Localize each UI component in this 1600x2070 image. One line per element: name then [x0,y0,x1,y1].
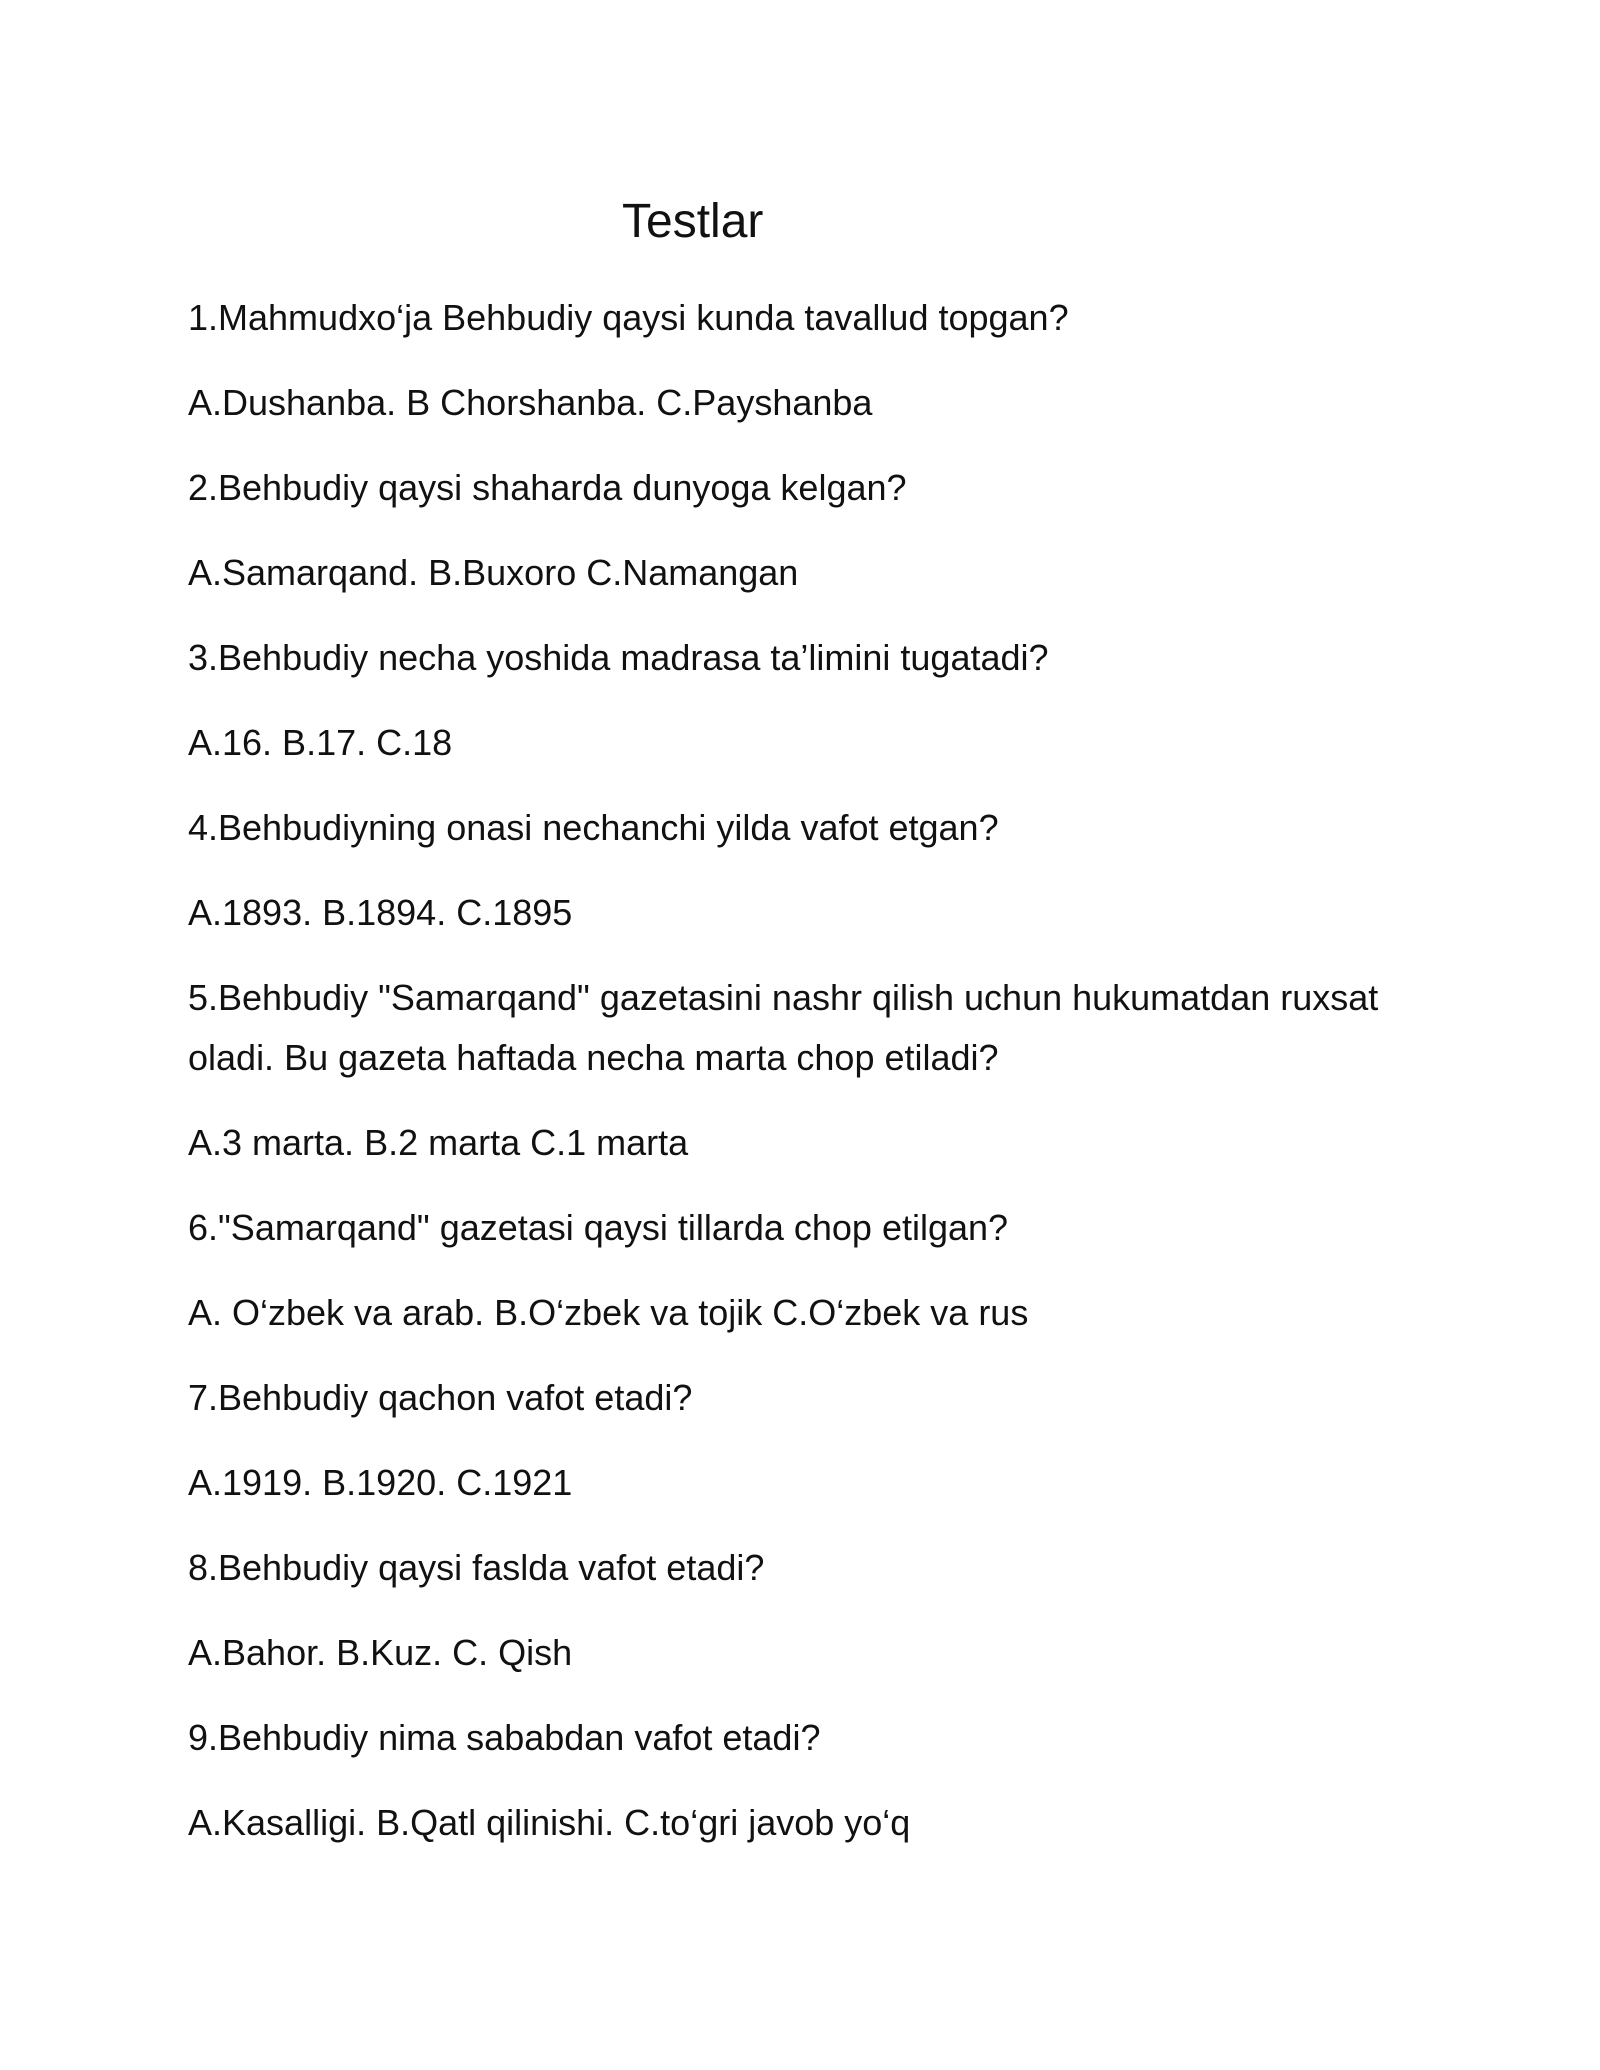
question-text: 3.Behbudiy necha yoshida madrasa ta’limini tugatadi? [188,637,1049,678]
page-title: Testlar [622,195,764,248]
test-item-5 [188,968,1428,1173]
test-item-6 [188,1198,1428,1343]
test-item-9 [188,1708,1428,1853]
answer-options: A.3 marta. B.2 marta C.1 marta [188,1122,689,1163]
answer-options: A.1919. B.1920. C.1921 [188,1462,573,1503]
question-text: 9.Behbudiy nima sababdan vafot etadi? [188,1717,821,1758]
question-text: 2.Behbudiy qaysi shaharda dunyoga kelgan? [188,467,907,508]
test-item-1 [188,288,1428,433]
question-text: 4.Behbudiyning onasi nechanchi yilda vafot etgan? [188,807,999,848]
test-item-3 [188,628,1428,773]
answer-options: A. O‘zbek va arab. B.O‘zbek va tojik C.O‘zbek va rus [188,1292,1029,1333]
test-item-7 [188,1368,1428,1513]
test-item-2 [188,458,1428,603]
answer-options: A.Bahor. B.Kuz. C. Qish [188,1632,573,1673]
question-text: 8.Behbudiy qaysi faslda vafot etadi? [188,1547,765,1588]
test-item-4 [188,798,1428,943]
answer-options: A.Kasalligi. B.Qatl qilinishi. C.to‘gri javob yo‘q [188,1802,911,1843]
answer-options: A.Samarqand. B.Buxoro C.Namangan [188,552,799,593]
test-list [188,288,1428,1878]
test-item-8 [188,1538,1428,1683]
question-text: 5.Behbudiy "Samarqand" gazetasini nashr qilish uchun hukumatdan ruxsat oladi. Bu gazeta haftada necha marta chop etiladi? [188,977,1379,1078]
answer-options: A.1893. B.1894. C.1895 [188,892,573,933]
answer-options: A.Dushanba. B Chorshanba. C.Payshanba [188,382,873,423]
question-text: 6."Samarqand" gazetasi qaysi tillarda chop etilgan? [188,1207,1009,1248]
answer-options: A.16. B.17. C.18 [188,722,453,763]
question-text: 1.Mahmudxo‘ja Behbudiy qaysi kunda tavallud topgan? [188,297,1069,338]
question-text: 7.Behbudiy qachon vafot etadi? [188,1377,693,1418]
